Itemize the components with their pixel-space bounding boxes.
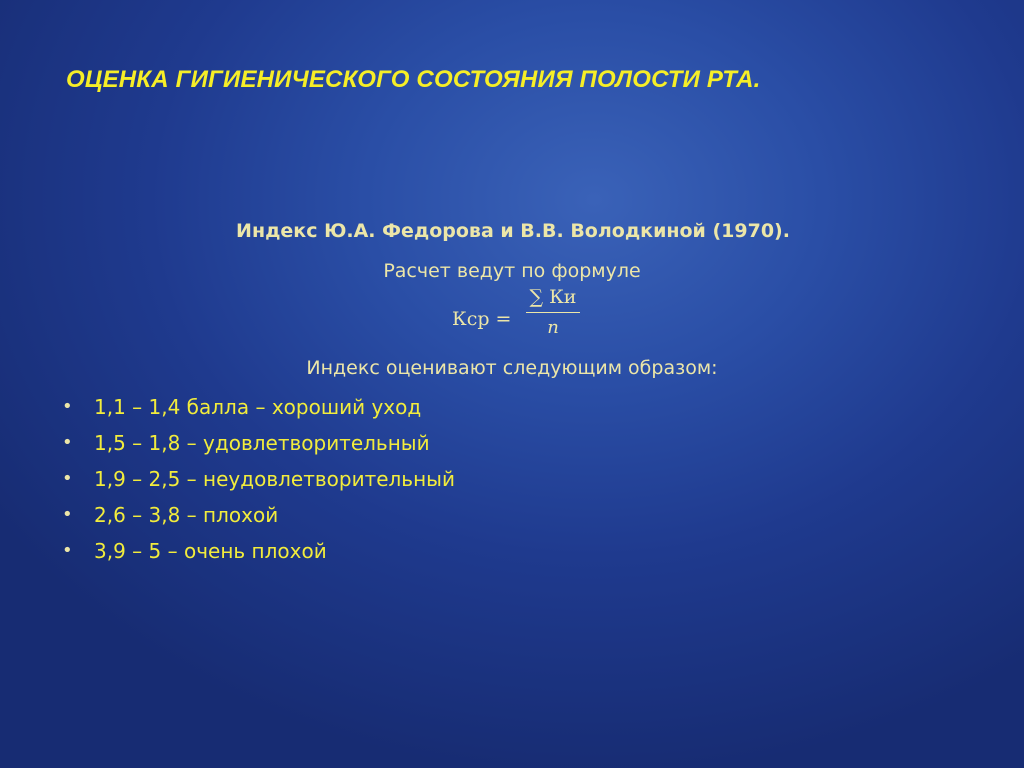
index-heading: Индекс Ю.А. Федорова и В.В. Володкиной (1970). xyxy=(236,220,790,242)
bullet-icon: • xyxy=(62,396,73,417)
formula xyxy=(452,286,592,350)
calculation-line: Расчет ведут по формуле xyxy=(383,260,641,282)
evaluation-line: Индекс оценивают следующим образом: xyxy=(306,357,718,379)
bullet-icon: • xyxy=(62,432,73,453)
fraction-bar xyxy=(526,312,580,313)
list-item xyxy=(60,537,455,573)
bullet-icon: • xyxy=(62,504,73,525)
list-item xyxy=(60,393,455,429)
list-item xyxy=(60,465,455,501)
score-list xyxy=(60,393,455,573)
slide-title: ОЦЕНКА ГИГИЕНИЧЕСКОГО СОСТОЯНИЯ ПОЛОСТИ РТА. xyxy=(66,66,761,93)
bullet-icon: • xyxy=(62,468,73,489)
list-item-text: 2,6 – 3,8 – плохой xyxy=(94,503,279,527)
list-item-text: 1,1 – 1,4 балла – хороший уход xyxy=(94,395,422,419)
formula-fraction xyxy=(526,286,580,338)
formula-denominator: n xyxy=(547,317,559,338)
formula-numerator: ∑ Ки xyxy=(529,286,577,308)
list-item-text: 1,9 – 2,5 – неудовлетворительный xyxy=(94,467,455,491)
formula-lhs: Кср = xyxy=(452,308,512,330)
list-item-text: 3,9 – 5 – очень плохой xyxy=(94,539,327,563)
list-item-text: 1,5 – 1,8 – удовлетворительный xyxy=(94,431,430,455)
list-item xyxy=(60,429,455,465)
list-item xyxy=(60,501,455,537)
bullet-icon: • xyxy=(62,540,73,561)
